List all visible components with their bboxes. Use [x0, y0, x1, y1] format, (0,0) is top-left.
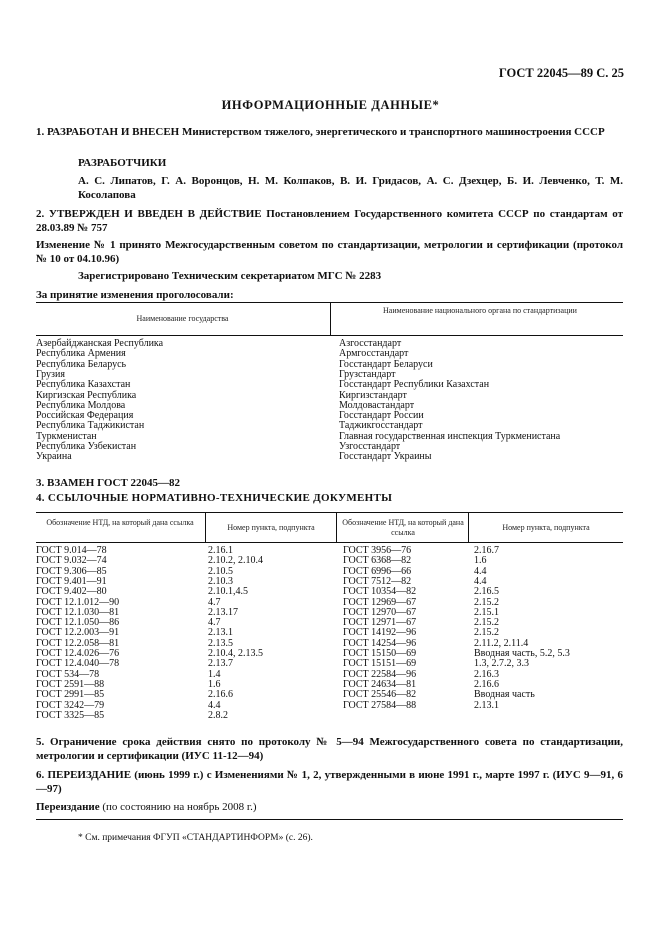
vote-col-body-header: Наименование национального органа по стандартизации	[383, 306, 577, 315]
ref-right-clause-cell: 1.6	[474, 555, 487, 567]
ref-right-doc-cell: ГОСТ 15150—69	[343, 648, 417, 659]
ref-left-doc-cell: ГОСТ 2991—85	[36, 689, 105, 701]
vote-country-cell: Грузия	[36, 368, 65, 380]
ref-left-doc-cell: ГОСТ 9.402—80	[36, 586, 107, 598]
reissue-lead: Переиздание	[36, 801, 100, 813]
vote-table-header-rule	[36, 335, 623, 336]
ref-left-doc-cell: ГОСТ 9.401—91	[36, 575, 107, 587]
vote-country-cell: Российская Федерация	[36, 410, 134, 422]
ref-right-clause-cell: 2.13.1	[474, 699, 499, 711]
ref-right-doc-cell: ГОСТ 24634—81	[343, 678, 417, 690]
vote-body-cell: Главная государственная инспекция Туркменистана	[339, 430, 561, 442]
ref-right-doc-cell: ГОСТ 12971—67	[343, 617, 417, 629]
ref-divider-1	[205, 512, 206, 542]
ref-divider-2	[336, 512, 337, 542]
vote-country-cell: Республика Молдова	[36, 399, 126, 411]
ref-left-clause-cell: 1.6	[208, 678, 221, 690]
vote-body-cell: Госстандарт Украины	[339, 451, 432, 463]
ref-left-clause-cell: 2.16.6	[208, 689, 233, 701]
ref-left-clause-cell: 2.10.4, 2.13.5	[208, 648, 263, 659]
section-2	[36, 207, 623, 235]
ref-right-doc-header: Обозначение НТД, на который дана ссылка	[342, 518, 464, 537]
section-6: 6. ПЕРЕИЗДАНИЕ (июнь 1999 г.) с Изменениями № 1, 2, утвержденными в июне 1991 г., марте 1997 г. (ИУС 9—91, 6—97)	[36, 769, 623, 795]
vote-body-cell: Узгосстандарт	[339, 441, 401, 452]
ref-left-doc-cell: ГОСТ 9.306—85	[36, 565, 107, 577]
ref-left-doc-cell: ГОСТ 9.032—74	[36, 555, 107, 567]
ref-left-clause-cell: 2.10.3	[208, 575, 233, 587]
ref-left-doc-cell: ГОСТ 12.1.030—81	[36, 606, 120, 618]
ref-right-clause-cell: 2.15.1	[474, 606, 499, 618]
vote-body-cell: Азгосстандарт	[339, 338, 402, 349]
footnote: * См. примечания ФГУП «СТАНДАРТИНФОРМ» (с. 26).	[78, 833, 313, 843]
section-2-text: Постановлением Государственного комитета СССР по стандартам от 28.03.89 № 757	[36, 208, 623, 234]
page-title: ИНФОРМАЦИОННЫЕ ДАННЫЕ*	[221, 98, 440, 112]
vote-country-cell: Республика Таджикистан	[36, 420, 145, 432]
ref-divider-3	[468, 512, 469, 542]
vote-country-cell: Азербайджанская Республика	[36, 338, 164, 349]
ref-right-doc-cell: ГОСТ 27584—88	[343, 699, 417, 711]
ref-table-top-rule	[36, 512, 623, 513]
vote-country-cell: Республика Казахстан	[36, 379, 131, 391]
vote-country-cell: Туркменистан	[36, 430, 97, 442]
ref-left-clause-cell: 2.10.2, 2.10.4	[208, 555, 263, 567]
ref-right-doc-cell: ГОСТ 7512—82	[343, 575, 412, 587]
ref-right-doc-cell: ГОСТ 25546—82	[343, 689, 417, 701]
vote-body-cell: Госстандарт России	[339, 410, 424, 422]
ref-left-doc-cell: ГОСТ 2591—88	[36, 678, 105, 690]
ref-right-clause-cell: Вводная часть	[474, 689, 535, 701]
developers-heading: РАЗРАБОТЧИКИ	[78, 157, 167, 169]
vote-heading: За принятие изменения проголосовали:	[36, 289, 234, 301]
ref-right-doc-cell: ГОСТ 6996—66	[343, 565, 412, 577]
ref-left-clause-cell: 2.13.17	[208, 606, 238, 618]
vote-body-cell: Молдовастандарт	[339, 399, 415, 411]
ref-left-clause-cell: 4.7	[208, 596, 221, 608]
vote-country-cell: Киргизская Республика	[36, 389, 137, 401]
vote-body-cell: Госстандарт Беларуси	[339, 358, 433, 370]
ref-right-clause-cell: 2.16.3	[474, 668, 499, 680]
section-1-lead: 1. РАЗРАБОТАН И ВНЕСЕН	[36, 126, 180, 138]
reissue-note	[36, 800, 623, 814]
ref-left-doc-cell: ГОСТ 12.1.012—90	[36, 596, 120, 608]
ref-left-clause-cell: 1.4	[208, 668, 221, 680]
developers-list: А. С. Липатов, Г. А. Воронцов, Н. М. Колпаков, В. И. Гридасов, А. С. Дзехцер, Б. И. Левченко, Т. М. Косолапова	[78, 175, 623, 201]
ref-right-doc-cell: ГОСТ 14254—96	[343, 637, 417, 649]
ref-right-clause-cell: 2.16.5	[474, 586, 499, 598]
ref-right-doc-cell: ГОСТ 22584—96	[343, 668, 417, 680]
ref-left-clause-cell: 4.4	[208, 699, 221, 711]
ref-left-doc-cell: ГОСТ 9.014—78	[36, 545, 107, 556]
change-1-note: Изменение № 1 принято Межгосударственным советом по стандартизации, метрологии и сертификации (протокол № 10 от 04.10.96)	[36, 239, 623, 265]
vote-body-cell: Грузстандарт	[339, 368, 396, 380]
ref-right-clause-cell: 4.4	[474, 575, 487, 587]
section-3: 3. ВЗАМЕН ГОСТ 22045—82	[36, 477, 181, 489]
ref-left-doc-cell: ГОСТ 534—78	[36, 668, 100, 680]
ref-left-clause-cell: 2.13.1	[208, 627, 233, 639]
ref-left-clause-header: Номер пункта, подпункта	[227, 523, 315, 532]
ref-right-doc-cell: ГОСТ 14192—96	[343, 627, 417, 639]
section-2-lead: 2. УТВЕРЖДЕН И ВВЕДЕН В ДЕЙСТВИЕ	[36, 208, 262, 220]
vote-body-cell: Армгосстандарт	[339, 348, 409, 360]
vote-table-col-divider	[330, 302, 331, 335]
ref-right-clause-cell: 2.11.2, 2.11.4	[474, 637, 529, 649]
ref-left-clause-cell: 2.13.5	[208, 637, 233, 649]
ref-right-clause-header: Номер пункта, подпункта	[502, 523, 590, 532]
section-5: 5. Ограничение срока действия снято по протоколу № 5—94 Межгосударственного совета по стандартизации, метрологии и сертификации (ИУС 11-12—94)	[36, 736, 623, 762]
reissue-text: (по состоянию на ноябрь 2008 г.)	[102, 801, 257, 813]
ref-left-doc-cell: ГОСТ 12.1.050—86	[36, 617, 120, 629]
section-4: 4. ССЫЛОЧНЫЕ НОРМАТИВНО-ТЕХНИЧЕСКИЕ ДОКУМЕНТЫ	[36, 492, 393, 504]
ref-left-doc-cell: ГОСТ 12.4.040—78	[36, 658, 120, 670]
ref-left-doc-cell: ГОСТ 12.2.003—91	[36, 627, 120, 639]
registration-note: Зарегистрировано Техническим секретариатом МГС № 2283	[78, 270, 382, 282]
vote-body-cell: Киргизстандарт	[339, 389, 407, 401]
vote-col-country-header: Наименование государства	[136, 314, 229, 323]
ref-right-clause-cell: 1.3, 2.7.2, 3.3	[474, 658, 529, 670]
ref-left-doc-cell: ГОСТ 3242—79	[36, 699, 105, 711]
ref-table-header-rule	[36, 542, 623, 543]
ref-right-clause-cell: Вводная часть, 5.2, 5.3	[474, 648, 570, 659]
page-header: ГОСТ 22045—89 С. 25	[498, 66, 624, 80]
vote-country-cell: Республика Армения	[36, 348, 126, 360]
ref-left-clause-cell: 2.16.1	[208, 545, 233, 556]
vote-country-cell: Украина	[36, 451, 72, 463]
vote-body-cell: Таджикгосстандарт	[339, 420, 423, 432]
ref-right-clause-cell: 4.4	[474, 565, 487, 577]
ref-left-clause-cell: 4.7	[208, 617, 221, 629]
section-1	[36, 125, 623, 139]
section-1-text: Министерством тяжелого, энергетического и транспортного машиностроения СССР	[181, 126, 605, 138]
ref-right-doc-cell: ГОСТ 12969—67	[343, 596, 417, 608]
ref-right-clause-cell: 2.15.2	[474, 617, 499, 629]
ref-right-clause-cell: 2.16.6	[474, 678, 499, 690]
ref-left-doc-header: Обозначение НТД, на который дана ссылка	[46, 518, 194, 527]
ref-right-doc-cell: ГОСТ 12970—67	[343, 606, 417, 618]
vote-country-cell: Республика Узбекистан	[36, 441, 137, 452]
ref-left-clause-cell: 2.10.1,4.5	[208, 586, 248, 598]
ref-left-clause-cell: 2.8.2	[208, 709, 228, 721]
ref-right-clause-cell: 2.15.2	[474, 596, 499, 608]
ref-right-doc-cell: ГОСТ 3956—76	[343, 545, 412, 556]
ref-left-clause-cell: 2.10.5	[208, 565, 233, 577]
ref-left-doc-cell: ГОСТ 12.4.026—76	[36, 648, 120, 659]
ref-left-doc-cell: ГОСТ 12.2.058—81	[36, 637, 120, 649]
vote-body-cell: Госстандарт Республики Казахстан	[339, 379, 490, 391]
vote-country-cell: Республика Беларусь	[36, 358, 127, 370]
footnote-rule	[36, 819, 623, 820]
ref-right-clause-cell: 2.15.2	[474, 627, 499, 639]
ref-right-doc-cell: ГОСТ 15151—69	[343, 658, 417, 670]
ref-right-clause-cell: 2.16.7	[474, 545, 499, 556]
ref-right-doc-cell: ГОСТ 10354—82	[343, 586, 417, 598]
ref-right-doc-cell: ГОСТ 6368—82	[343, 555, 412, 567]
ref-left-doc-cell: ГОСТ 3325—85	[36, 709, 105, 721]
ref-left-clause-cell: 2.13.7	[208, 658, 233, 670]
